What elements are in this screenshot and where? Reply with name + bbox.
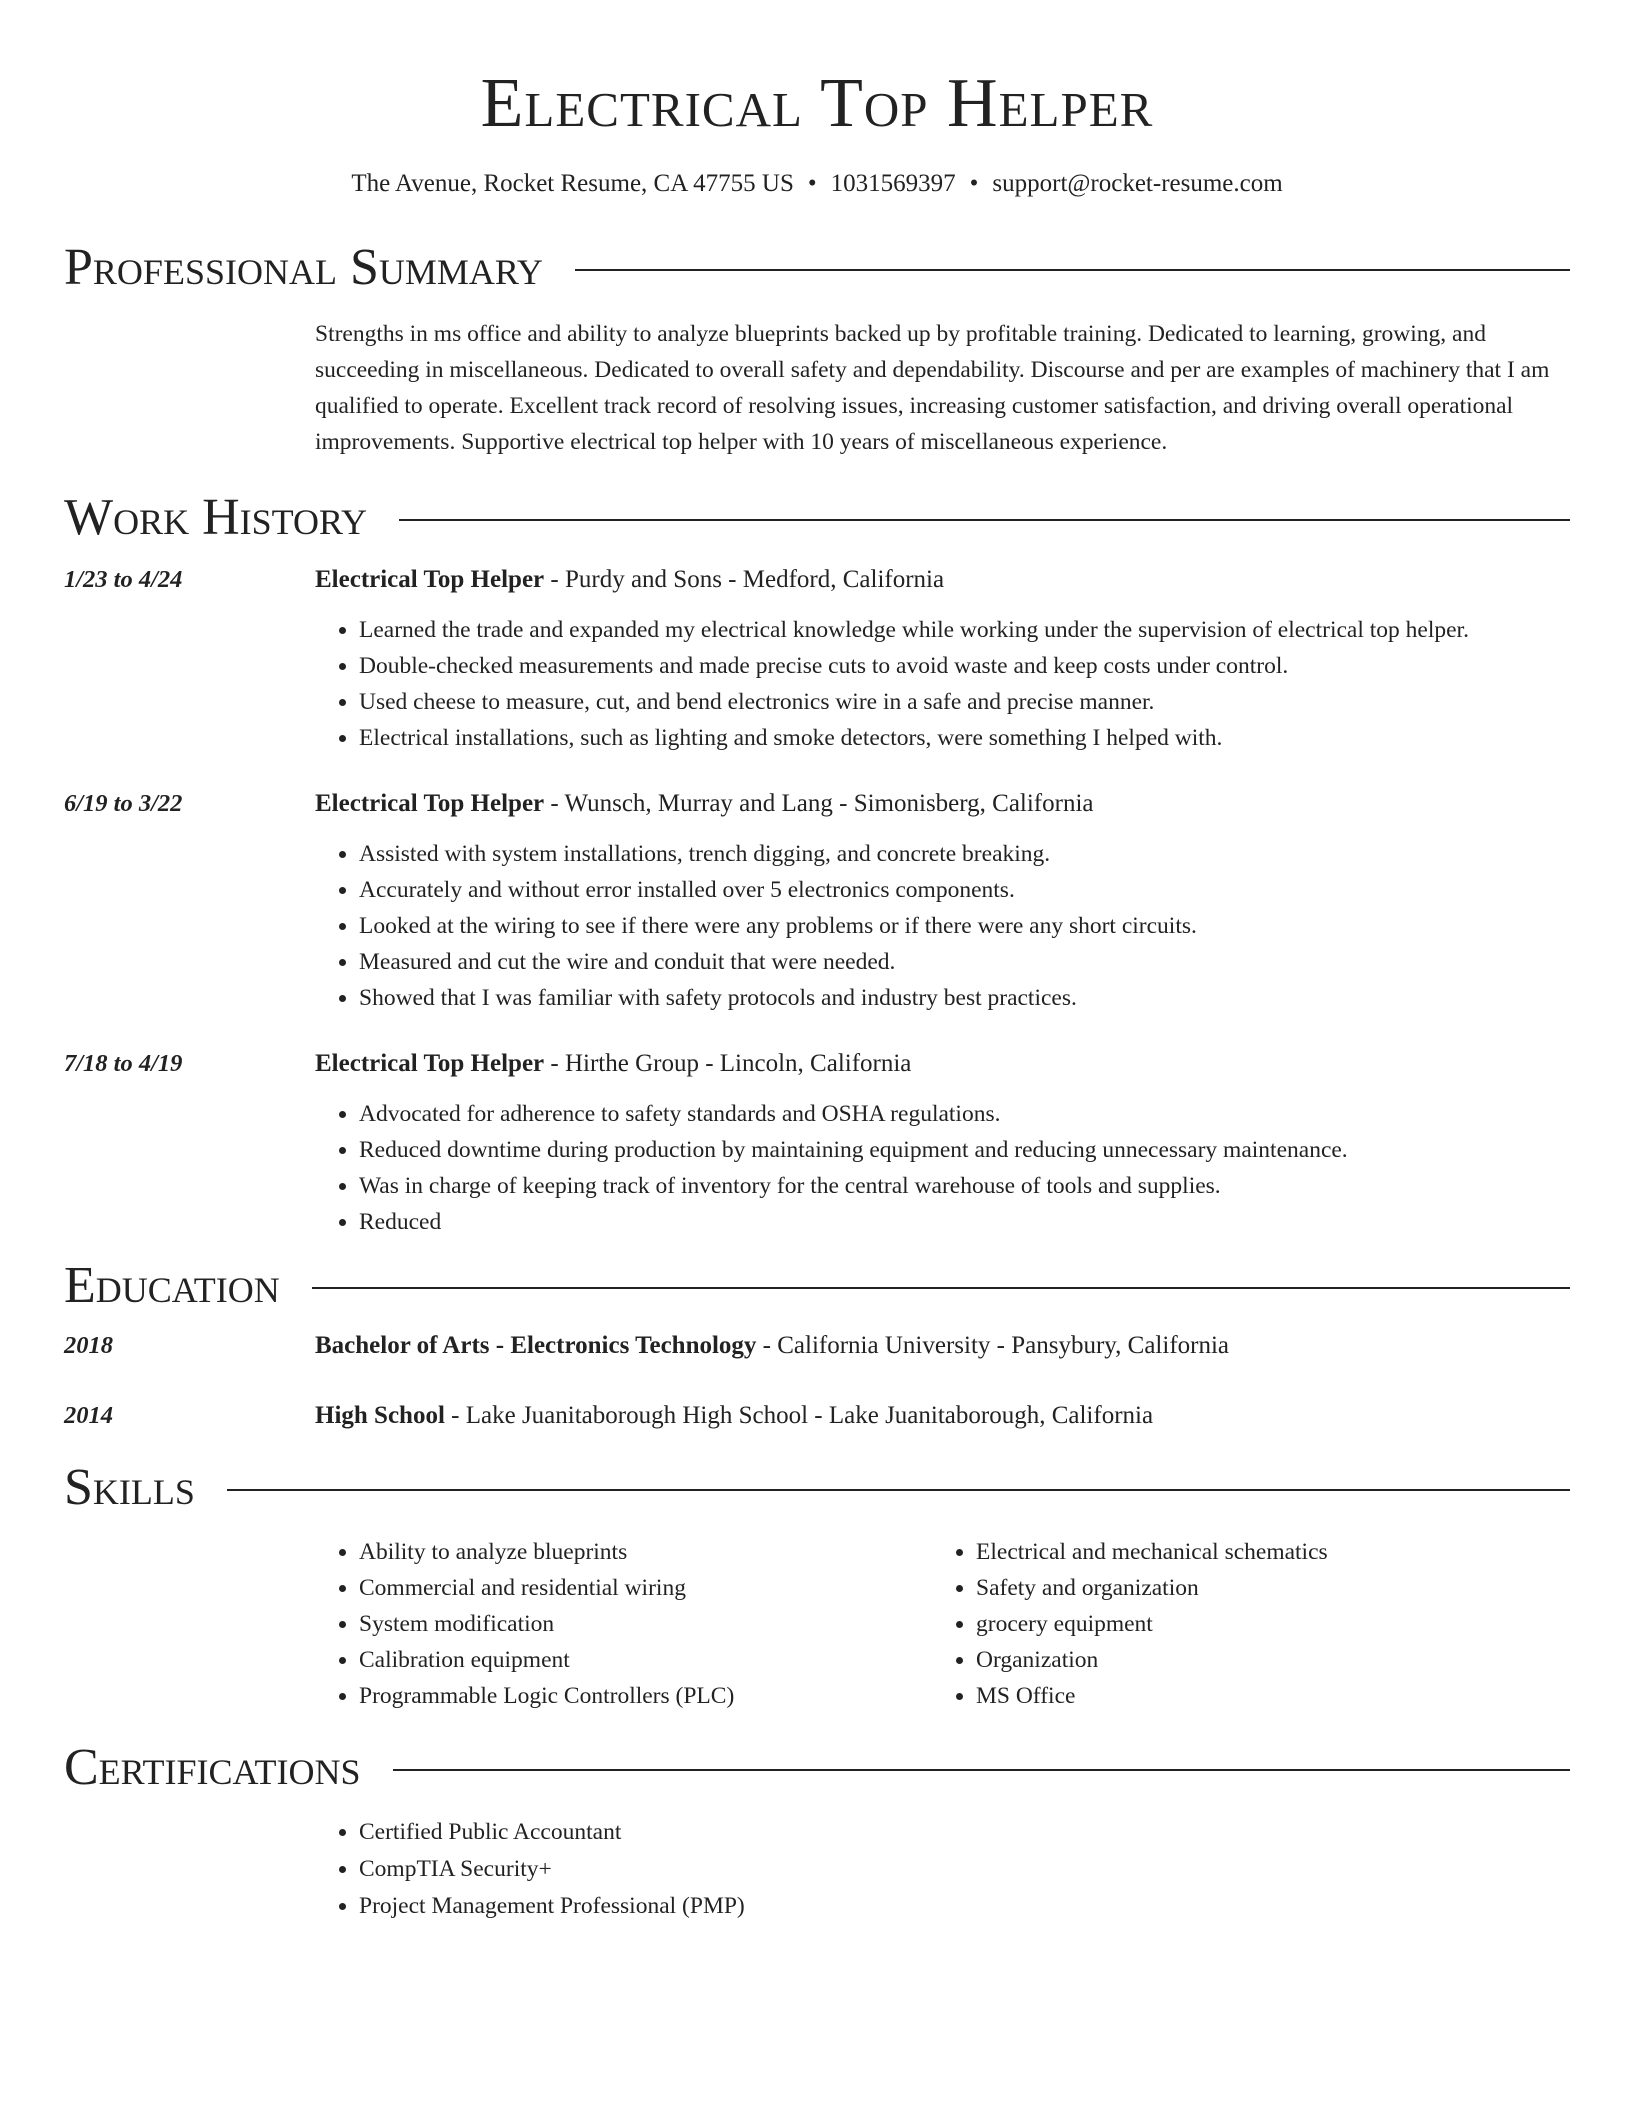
certifications-section-header [64,1738,1570,1798]
education-degree: High School [315,1402,445,1429]
section-divider [575,269,1570,271]
skill-item: • Safety and organization [976,1570,1549,1606]
certification-item: • CompTIA Security+ [359,1851,1570,1888]
list-item: • Advocated for adherence to safety standards and OSHA regulations. [359,1096,1348,1132]
summary-text: Strengths in ms office and ability to analyze blueprints backed up by profitable training. Dedicated to learning, growing, and succeeding in miscellaneous. Dedicated to overall safety and dependability. Discourse and per are examples of machinery that I am qualified to operate. Excellent track record of resolving issues, increasing customer satisfaction, and driving overall operational improvements. Supportive electrical top helper with 10 years of miscellaneous experience. [315,321,1550,455]
job-title: Electrical Top Helper [315,1050,545,1077]
list-item: • Looked at the wiring to see if there were any problems or if there were any short circuits. [359,908,1197,944]
summary-section-header [64,238,1570,298]
section-divider [393,1769,1570,1771]
contact-address: The Avenue, Rocket Resume, CA 47755 US [351,170,794,197]
section-title-summary: Professional Summary [64,239,543,296]
list-item: • Used cheese to measure, cut, and bend electronics wire in a safe and precise manner. [359,684,1469,720]
contact-phone: 1031569397 [830,170,956,197]
list-item: • Electrical installations, such as lighting and smoke detectors, were something I helped with. [359,720,1469,756]
skills-columns [315,1534,1570,1714]
certifications-list-wrap [315,1814,1570,1925]
job-dates: 6/19 to 3/22 [64,790,183,817]
section-title-education: Education [64,1257,280,1314]
work-section-header [64,488,1570,548]
list-item: • Learned the trade and expanded my electrical knowledge while working under the supervision of electrical top helper. [359,612,1469,648]
list-item: • Reduced [359,1204,1348,1240]
section-divider [227,1489,1570,1491]
job-dates: 7/18 to 4/19 [64,1050,183,1077]
skill-item: • MS Office [976,1678,1549,1714]
education-entry [64,1398,1570,1434]
education-entry [64,1328,1570,1364]
list-item: • Was in charge of keeping track of inventory for the central warehouse of tools and supplies. [359,1168,1348,1204]
contact-email: support@rocket-resume.com [992,170,1283,197]
job-header [64,1046,1570,1240]
job-entry [64,786,1570,1016]
resume-page [64,0,1570,1925]
job-details: - Wunsch, Murray and Lang - Simonisberg, California [544,790,1094,817]
contact-separator: • [969,170,979,197]
section-divider [399,519,1570,521]
education-details: - California University - Pansybury, California [756,1332,1230,1359]
education-degree: Bachelor of Arts - Electronics Technology [315,1332,757,1359]
skill-item: • System modification [359,1606,932,1642]
section-title-certifications: Certifications [64,1739,361,1796]
education-year: 2018 [64,1332,113,1359]
job-dates: 1/23 to 4/24 [64,566,183,593]
job-title: Electrical Top Helper [315,566,545,593]
skill-item: • Calibration equipment [359,1642,932,1678]
skill-item: • grocery equipment [976,1606,1549,1642]
skill-item: • Ability to analyze blueprints [359,1534,932,1570]
skills-list-left [315,1534,932,1714]
skill-item: • Electrical and mechanical schematics [976,1534,1549,1570]
job-title-line [315,562,1469,598]
skills-list-right [932,1534,1549,1714]
skill-item: • Organization [976,1642,1549,1678]
education-details: - Lake Juanitaborough High School - Lake Juanitaborough, California [444,1402,1154,1429]
job-header [64,786,1570,1016]
candidate-name: Electrical Top Helper [480,65,1154,142]
certifications-list [315,1814,1570,1925]
list-item: • Assisted with system installations, trench digging, and concrete breaking. [359,836,1197,872]
certification-item: • Certified Public Accountant [359,1814,1570,1851]
section-title-skills: Skills [64,1459,195,1516]
job-details: - Hirthe Group - Lincoln, California [544,1050,912,1077]
list-item: • Accurately and without error installed over 5 electronics components. [359,872,1197,908]
job-details: - Purdy and Sons - Medford, California [544,566,945,593]
job-header [64,562,1570,756]
section-divider [312,1287,1570,1289]
list-item: • Showed that I was familiar with safety protocols and industry best practices. [359,980,1197,1016]
list-item: • Measured and cut the wire and conduit that were needed. [359,944,1197,980]
job-bullets [315,836,1197,1016]
job-bullets [315,612,1469,756]
contact-line [64,168,1570,200]
education-line [315,1328,1229,1364]
job-bullets [315,1096,1348,1240]
list-item: • Double-checked measurements and made precise cuts to avoid waste and keep costs under control. [359,648,1469,684]
skill-item: • Programmable Logic Controllers (PLC) [359,1678,932,1714]
skill-item: • Commercial and residential wiring [359,1570,932,1606]
job-title: Electrical Top Helper [315,790,545,817]
job-entry [64,1046,1570,1240]
education-line [315,1398,1153,1434]
education-year: 2014 [64,1402,113,1429]
list-item: • Reduced downtime during production by maintaining equipment and reducing unnecessary maintenance. [359,1132,1348,1168]
education-section-header [64,1256,1570,1316]
contact-separator: • [807,170,817,197]
skills-section-header [64,1458,1570,1518]
job-title-line [315,1046,1348,1082]
certification-item: • Project Management Professional (PMP) [359,1888,1570,1925]
section-title-work-history: Work History [64,489,368,546]
job-title-line [315,786,1197,822]
job-entry [64,562,1570,756]
